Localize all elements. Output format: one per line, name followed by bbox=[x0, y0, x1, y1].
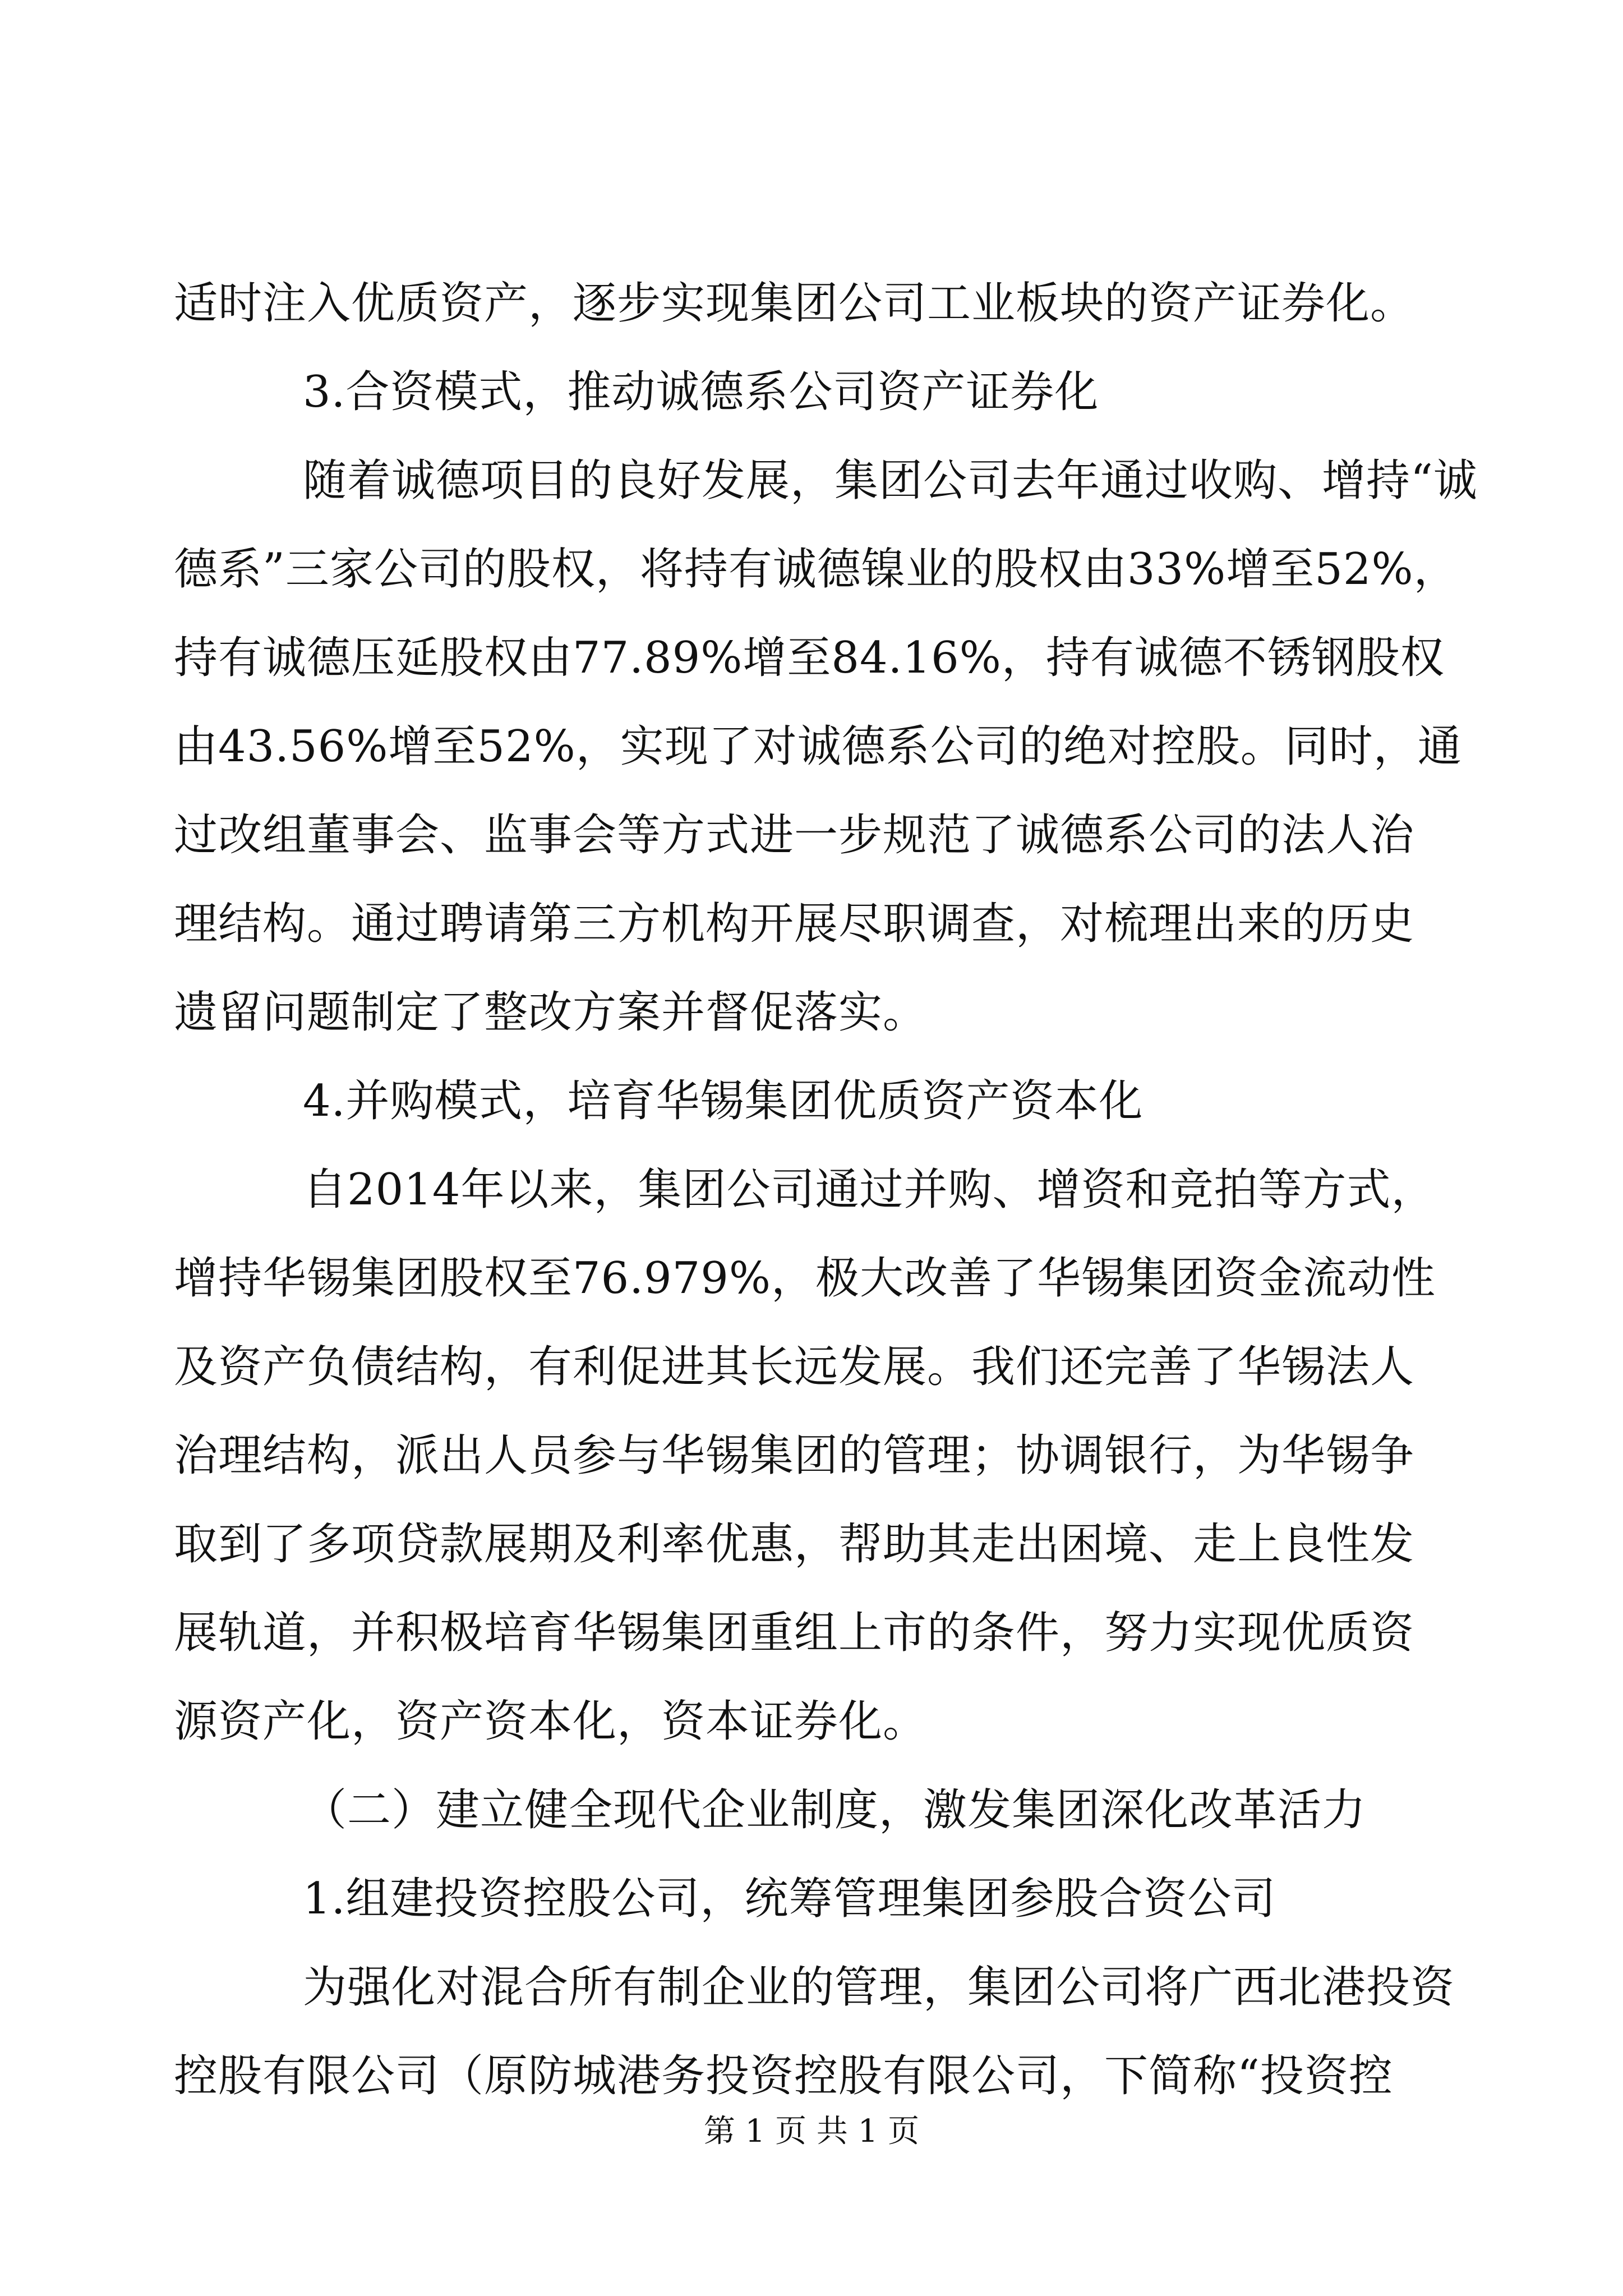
page-footer: 第 1 页 共 1 页 bbox=[703, 2113, 920, 2150]
paragraph-line: 持有诚德压延股权由77.89%增至84.16%，持有诚德不锈钢股权 bbox=[174, 633, 1445, 683]
paragraph-line: 增持华锡集团股权至76.979%，极大改善了华锡集团资金流动性 bbox=[174, 1253, 1436, 1304]
paragraph-line: 为强化对混合所有制企业的管理，集团公司将广西北港投资 bbox=[303, 1962, 1455, 2013]
paragraph-line: 由43.56%增至52%，实现了对诚德系公司的绝对控股。同时，通 bbox=[174, 721, 1462, 772]
section-heading: 4.并购模式，培育华锡集团优质资产资本化 bbox=[303, 1076, 1144, 1126]
paragraph-line: 遗留问题制定了整改方案并督促落实。 bbox=[174, 987, 928, 1038]
section-heading: 1.组建投资控股公司，统筹管理集团参股合资公司 bbox=[303, 1874, 1276, 1924]
document-body bbox=[174, 259, 1478, 2120]
paragraph-line: 治理结构，派出人员参与华锡集团的管理；协调银行，为华锡争 bbox=[174, 1430, 1415, 1481]
paragraph-line: 自2014年以来，集团公司通过并购、增资和竞拍等方式， bbox=[303, 1165, 1436, 1215]
section-heading: （二）建立健全现代企业制度，激发集团深化改革活力 bbox=[303, 1785, 1367, 1835]
paragraph-line: 及资产负债结构，有利促进其长远发展。我们还完善了华锡法人 bbox=[174, 1342, 1415, 1392]
paragraph-line: 源资产化，资产资本化，资本证券化。 bbox=[174, 1696, 928, 1747]
section-heading: 3.合资模式，推动诚德系公司资产证券化 bbox=[303, 367, 1099, 417]
paragraph-line: 控股有限公司（原防城港务投资控股有限公司，下简称“投资控 bbox=[174, 2051, 1393, 2101]
paragraph-line: 适时注入优质资产，逐步实现集团公司工业板块的资产证券化。 bbox=[174, 278, 1415, 329]
paragraph-line: 过改组董事会、监事会等方式进一步规范了诚德系公司的法人治 bbox=[174, 810, 1415, 861]
paragraph-line: 理结构。通过聘请第三方机构开展尽职调查，对梳理出来的历史 bbox=[174, 899, 1415, 949]
paragraph-line: 展轨道，并积极培育华锡集团重组上市的条件，努力实现优质资 bbox=[174, 1608, 1415, 1658]
paragraph-line: 取到了多项贷款展期及利率优惠，帮助其走出困境、走上良性发 bbox=[174, 1519, 1415, 1570]
paragraph-line: 德系”三家公司的股权，将持有诚德镍业的股权由33%增至52%， bbox=[174, 544, 1458, 595]
paragraph-line: 随着诚德项目的良好发展，集团公司去年通过收购、增持“诚 bbox=[303, 455, 1478, 506]
